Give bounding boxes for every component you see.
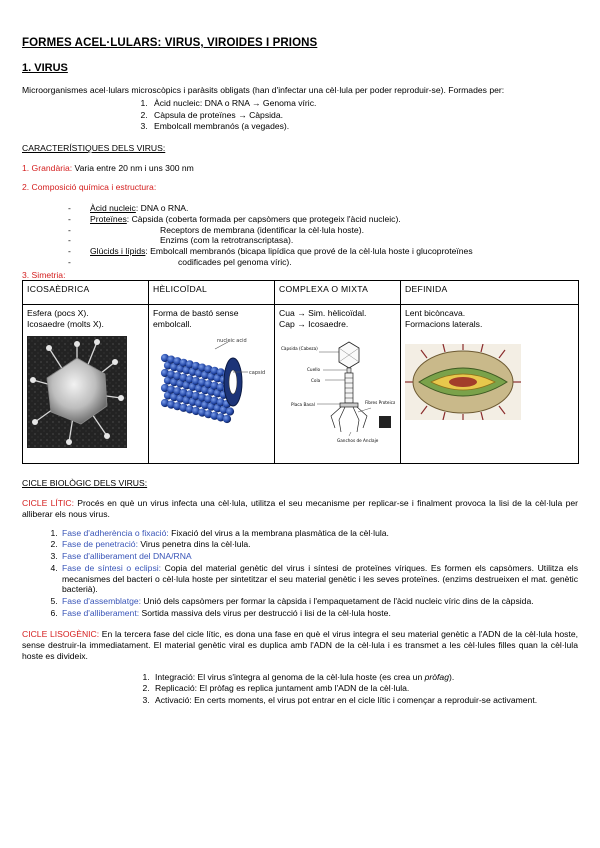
list-item: 2. Fase de penetració: Virus penetra dins la cèl·lula. [60, 539, 578, 550]
phage-label-neck: Cuello [307, 366, 321, 372]
list-item: 3. Activació: En certs moments, el virus pot entrar en el cicle lític i començar a reproduir-se activament. [152, 695, 578, 706]
symmetry-table [22, 280, 579, 464]
list-item: 1. Àcid nucleic: DNA o RNA → Genoma víric. [150, 98, 578, 109]
list-item: 1. Fase d'adherència o fixació: Fixació del virus a la membrana plasmàtica de la cèl·lula. [60, 528, 578, 539]
lytic-label: CICLE LÍTIC: [22, 498, 74, 509]
list-item-cont: - Enzims (com la retrotranscriptasa). [90, 235, 578, 246]
lysogenic-paragraph: CICLE LISOGÈNIC: En la tercera fase del cicle lític, es dona una fase en què el virus integra el seu material genètic a l'ADN de la cèl·lula hoste, sense destruir-la immediatament. El material genètic viral es duplica amb l'ADN de la cèl·lula i es transmet a les cèl·lules filles quan la cèl·lula hoste es divideix. [22, 629, 579, 661]
list-item: 4. Fase de síntesi o eclipsi: Copia del material genètic del virus i síntesi de proteïnes víriques. Es formen els capsòmers. Utilitza els mecanismes del bacteri o cèl·lula hoste per sintetitzar el seu material genètic i les seves proteïnes. (enzims destrueixen el mat. genètic bacterià). [60, 563, 578, 595]
cell-complex: Cua → Sim. hèlicoïdal. Cap → Icosaedre. Càpsida (Cabeza) Cuello Cola Placa Basal Fibres Proteicas Ganchos de Anclaje [275, 305, 401, 464]
list-item: 3. Embolcall membranós (a vegades). [150, 121, 578, 132]
list-item: 2. Replicació: El pròfag es replica juntament amb l'ADN de la cèl·lula. [152, 683, 578, 694]
size-text: Varia entre 20 nm i uns 300 nm [72, 162, 194, 173]
list-item: - Àcid nucleic: DNA o RNA. [90, 203, 578, 214]
document-page [22, 36, 578, 707]
helical-label-capsid: capsid [249, 369, 266, 376]
list-item: 1. Integració: El virus s'integra al genoma de la cèl·lula hoste (es crea un pròfag). [152, 672, 578, 683]
logo-mark [379, 416, 391, 428]
capsomer [223, 415, 231, 423]
composition-list [22, 203, 578, 267]
list-item: 5. Fase d'assemblatge: Unió dels capsòmers per formar la càpsida i l'empaquetament de l'àcid nucleic víric dins de la càpsida. [60, 596, 578, 607]
symmetry-label: 3. Simetria: [22, 269, 66, 280]
list-item: - Glúcids i lípids: Embolcall membranós (bicapa lipídica que prové de la cèl·lula hoste i glucoproteïnes [90, 246, 578, 257]
size-label: 1. Grandària: [22, 162, 73, 173]
lysogenic-steps [22, 672, 578, 706]
list-item: 2. Càpsula de proteïnes → Càpsida. [150, 110, 578, 121]
phage-label-fibres: Fibres Proteicas [365, 399, 395, 405]
list-item: - Proteïnes: Càpsida (coberta formada per capsòmers que protegeix l'àcid nucleic). [90, 214, 578, 225]
list-item: 3. Fase d'alliberament del DNA/RNA [60, 551, 578, 562]
characteristics-heading: CARACTERÍSTIQUES DELS VIRUS: [22, 143, 166, 154]
section-title: 1. VIRUS [22, 62, 68, 75]
helical-virus-image [153, 334, 271, 424]
helical-label-nucleic: nucleic acid [217, 337, 247, 344]
size-line [22, 163, 578, 174]
bacteriophage-image [279, 336, 395, 446]
lysogenic-label: CICLE LISOGÈNIC: [22, 629, 100, 640]
cell-defined: Lent bicòncava. Formacions laterals. [401, 305, 579, 464]
intro-paragraph: Microorganismes acel·lulars microscòpics i paràsits obligats (han d'infectar una cèl·lula per poder reproduir-se). Formades per: [22, 85, 505, 96]
phage-label-baseplate: Placa Basal [291, 401, 315, 407]
composition-label: 2. Composició química i estructura: [22, 181, 157, 192]
lytic-paragraph: CICLE LÍTIC: Procés en què un virus infecta una cèl·lula, utilitza el seu mecanisme per replicar-se i finalment provoca la lisi de la cèl·lula per alliberar els nous virus. [22, 498, 578, 519]
list-item: 6. Fase d'alliberament: Sortida massiva dels virus per destrucció i lisi de la cèl·lula hoste. [60, 608, 578, 619]
list-item-cont: - Receptors de membrana (identificar la cèl·lula hoste). [90, 225, 578, 236]
col-header-icosahedral: ICOSAÈDRICA [23, 281, 149, 305]
icosahedral-virus-image [27, 336, 127, 448]
nucleic-acid-core [229, 370, 237, 394]
helix-capsomers [161, 354, 242, 423]
lytic-steps [22, 528, 578, 619]
document-title: FORMES ACEL·LULARS: VIRUS, VIROIDES I PRIONS [22, 37, 318, 49]
phage-label-anchors: Ganchos de Anclaje [337, 437, 379, 443]
defined-virus-image [405, 344, 521, 420]
phage-label-capsid: Càpsida (Cabeza) [281, 345, 318, 351]
cycle-heading: CICLE BIOLÒGIC DELS VIRUS: [22, 478, 148, 489]
capsomer [226, 407, 234, 415]
components-list [22, 98, 578, 132]
cell-icosahedral: Esfera (pocs X). Icosaedre (molts X). [23, 305, 149, 464]
col-header-defined: DEFINIDA [401, 281, 579, 305]
list-item-cont: - codificades pel genoma víric). [90, 257, 578, 268]
cell-helical: Forma de bastó sense embolcall. nucleic acid capsid [149, 305, 275, 464]
phage-label-tail: Cola [311, 377, 321, 383]
col-header-helical: HÈLICOÏDAL [149, 281, 275, 305]
col-header-complex: COMPLEXA O MIXTA [275, 281, 401, 305]
